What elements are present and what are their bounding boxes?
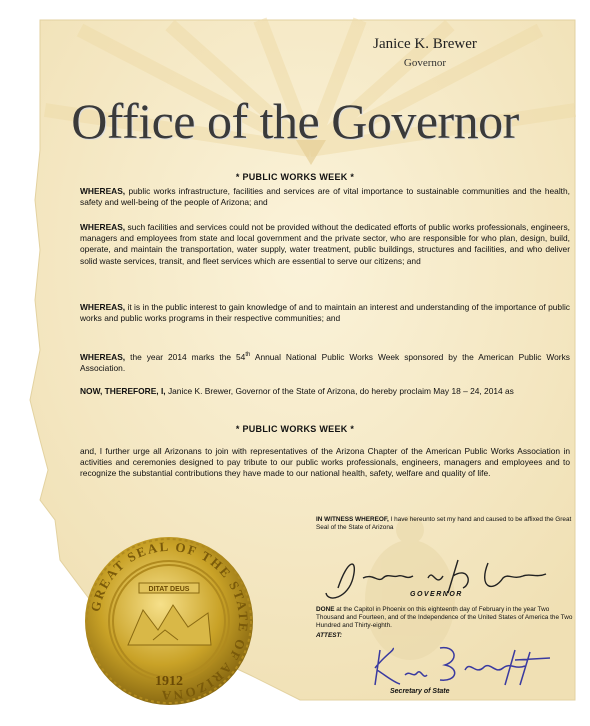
office-title: Office of the Governor [71,93,519,149]
witness-lead: IN WITNESS WHEREOF, [316,516,389,523]
event-heading: * PUBLIC WORKS WEEK * [235,172,355,182]
governor-title-header: Governor [403,57,447,69]
event-heading-repeat: * PUBLIC WORKS WEEK * [235,424,355,434]
done-statement [316,606,574,630]
witness-text: I have hereunto set my hand and caused to be affixed the Great Seal of the State of Arizona [316,516,572,531]
whereas-lead: WHEREAS, [80,302,126,312]
whereas-paragraph-3 [80,302,570,324]
witness-statement [316,516,574,532]
whereas-lead: WHEREAS, [80,222,126,232]
whereas-text: it is in the public interest to gain knowledge of and to maintain an interest and understanding of the importance of public works and public works programs in their respective communities; and [80,302,570,324]
attest-label: ATTEST: [316,632,343,639]
governor-label: GOVERNOR [410,591,463,598]
whereas-lead: WHEREAS, [80,186,126,196]
great-seal-of-arizona [83,535,255,707]
svg-text:1912: 1912 [155,674,183,689]
whereas-text: public works infrastructure, facilities and services are of vital importance to sustainable communities and the health, safety and well-being of the people of Arizona; and [80,186,570,208]
now-therefore-paragraph [80,386,570,397]
whereas-text: the year 2014 marks the 54 [125,351,246,362]
closing-paragraph: and, I further urge all Arizonans to join with representatives of the Arizona Chapter of the American Public Works Association in activities and ceremonies designed to pay tribute to our public works professionals, engineers, managers and employees and to recognize the substantial contributions they have made to our national health, safety, welfare and quality of life. [80,446,570,479]
done-lead: DONE [316,606,335,613]
now-therefore-text: Janice K. Brewer, Governor of the State of Arizona, do hereby proclaim May 18 – 24, 2014 as [165,386,514,396]
done-text: at the Capitol in Phoenix on this eighteenth day of February in the year Two Thousand and Fourteen, and of the Independence of the United States of America the Two Hundred and Thirty-eighth. [316,606,573,629]
governor-name-header: Janice K. Brewer [373,36,477,52]
whereas-lead: WHEREAS, [80,351,126,362]
whereas-text: such facilities and services could not be provided without the dedicated efforts of public works professionals, engineers, managers and employees from state and local government and the private sector, who are responsible for who plan, design, build, operate, and maintain the transportation, water supply, water treatment, public buildings, structures and facilities, and who deliver solid waste services, transit, and fleet services which are essential to serve our citizens; and [80,222,570,266]
whereas-text: Annual National Public Works Week sponsored by the American Public Works Association. [80,351,570,373]
whereas-paragraph-1 [80,186,570,208]
whereas-paragraph-4 [80,350,570,374]
now-therefore-lead: NOW, THEREFORE, I, [80,386,166,396]
governor-signature [318,548,558,608]
svg-text:GREAT SEAL OF THE STATE OF ARI: GREAT SEAL OF THE STATE OF ARIZONA [87,538,252,704]
secretary-signature [365,640,565,690]
ordinal-suffix: th [245,352,251,358]
secretary-label: Secretary of State [390,688,450,695]
svg-text:DITAT DEUS: DITAT DEUS [148,586,190,593]
whereas-paragraph-2 [80,222,570,267]
